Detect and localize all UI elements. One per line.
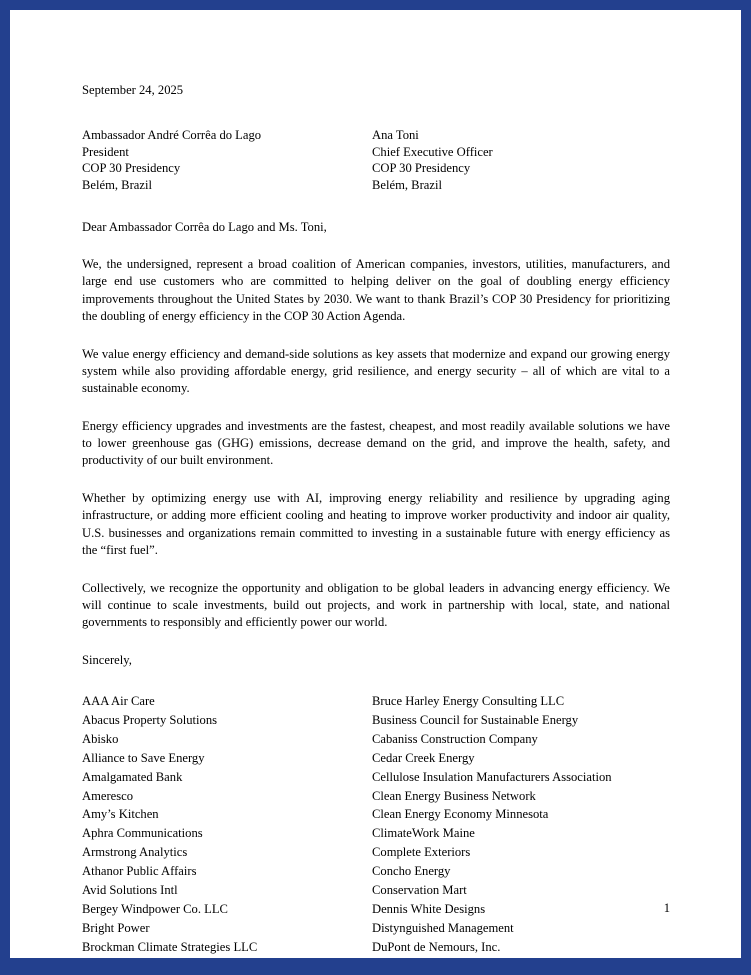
signatory-item: Aphra Communications	[82, 826, 203, 841]
addressee-name: Ana Toni	[372, 128, 419, 142]
signatory-item: Brockman Climate Strategies LLC	[82, 939, 258, 954]
letter-closing: Sincerely,	[82, 652, 132, 667]
signatory-item: Conservation Mart	[372, 883, 467, 898]
signatory-item: DuPont de Nemours, Inc.	[372, 939, 501, 954]
signatory-column-right	[372, 692, 670, 957]
signatory-list	[82, 692, 670, 957]
addressee-organization: COP 30 Presidency	[82, 161, 181, 176]
signatory-item: AAA Air Care	[82, 693, 155, 708]
signatory-item: Bruce Harley Energy Consulting LLC	[372, 693, 565, 708]
signatory-item: Ameresco	[82, 788, 134, 803]
addressee-title: Chief Executive Officer	[372, 144, 493, 159]
addressee-primary	[82, 127, 372, 193]
letter-paragraph: Whether by optimizing energy use with AI, improving energy reliability and resilience by upgrading aging infrastructure, or adding more efficient cooling and heating to improve worker productivity and indoor air quality, U.S. businesses and organizations remain committed to investing in a sustainable future with energy efficiency as the “first fuel”.	[82, 491, 670, 557]
document-sheet	[10, 10, 741, 958]
addressee-location: Belém, Brazil	[82, 177, 152, 192]
signatory-item: ClimateWork Maine	[372, 826, 475, 841]
letter-salutation: Dear Ambassador Corrêa do Lago and Ms. Toni,	[82, 220, 327, 235]
letter-body	[82, 82, 670, 957]
addressee-name: Ambassador André Corrêa do Lago	[82, 128, 262, 142]
letter-date: September 24, 2025	[82, 83, 184, 97]
signatory-item: Complete Exteriors	[372, 845, 471, 860]
addressee-location: Belém, Brazil	[372, 177, 442, 192]
addressee-block	[82, 127, 670, 193]
signatory-item: Armstrong Analytics	[82, 845, 188, 860]
letter-paragraph: We, the undersigned, represent a broad coalition of American companies, investors, utilities, manufacturers, and large end use customers who are committed to helping deliver on the goal of doubling energy efficiency improvements throughout the United States by 2030. We want to thank Brazil’s COP 30 Presidency for prioritizing the doubling of energy efficiency in the COP 30 Action Agenda.	[82, 257, 670, 323]
addressee-title: President	[82, 144, 129, 159]
signatory-column-left	[82, 692, 372, 957]
letter-paragraph: Energy efficiency upgrades and investments are the fastest, cheapest, and most readily available solutions we have to lower greenhouse gas (GHG) emissions, decrease demand on the grid, and improve the health, safety, and productivity of our built environment.	[82, 419, 670, 468]
addressee-organization: COP 30 Presidency	[372, 161, 471, 176]
signatory-item: Concho Energy	[372, 864, 451, 879]
signatory-item: Cellulose Insulation Manufacturers Association	[372, 769, 612, 784]
signatory-item: Dennis White Designs	[372, 901, 486, 916]
signatory-item: Amalgamated Bank	[82, 769, 183, 784]
signatory-item: Cedar Creek Energy	[372, 750, 475, 765]
signatory-item: Athanor Public Affairs	[82, 864, 197, 879]
letter-paragraph: Collectively, we recognize the opportunity and obligation to be global leaders in advancing energy efficiency. We will continue to scale investments, build out projects, and work in partnership with local, state, and national governments to responsibly and efficiently power our world.	[82, 580, 670, 629]
signatory-item: Distynguished Management	[372, 920, 514, 935]
signatory-item: Bergey Windpower Co. LLC	[82, 901, 228, 916]
signatory-item: Alliance to Save Energy	[82, 750, 205, 765]
signatory-item: Clean Energy Economy Minnesota	[372, 807, 549, 822]
signatory-item: Amy’s Kitchen	[82, 807, 159, 822]
signatory-item: Abisko	[82, 731, 119, 746]
addressee-secondary	[372, 127, 670, 193]
signatory-item: Business Council for Sustainable Energy	[372, 712, 579, 727]
page-number: 1	[663, 901, 670, 915]
signatory-item: Cabaniss Construction Company	[372, 731, 538, 746]
letter-paragraph: We value energy efficiency and demand-side solutions as key assets that modernize and expand our growing energy system while also providing affordable energy, grid resilience, and energy security – all of which are vital to a sustainable economy.	[82, 346, 670, 395]
signatory-item: Abacus Property Solutions	[82, 712, 218, 727]
signatory-item: Avid Solutions Intl	[82, 883, 178, 898]
signatory-item: Bright Power	[82, 920, 150, 935]
signatory-item: Clean Energy Business Network	[372, 788, 536, 803]
